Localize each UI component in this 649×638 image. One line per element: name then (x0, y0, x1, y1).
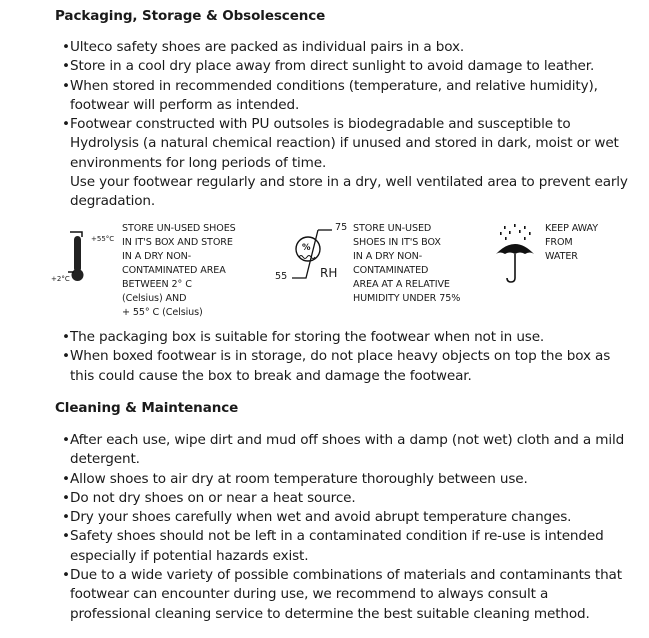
percent-label: % (302, 243, 311, 253)
list-item: • Do not dry shoes on or near a heat source. (62, 489, 632, 508)
list-item: • Footwear constructed with PU outsoles is biodegradable and susceptible to Hydrolysis (a natural chemical reaction) if unused and stored in dark, moist or wet environments for long periods of time. (62, 115, 632, 173)
list-item: • Safety shoes should not be left in a contaminated condition if re-use is intended especially if potential hazards exist. (62, 527, 632, 566)
max-humidity-label: 75 (335, 222, 348, 233)
list-item: • After each use, wipe dirt and mud off shoes with a damp (not wet) cloth and a mild detergent. (62, 431, 632, 470)
list-item: • Store in a cool dry place away from direct sunlight to avoid damage to leather. (62, 57, 632, 76)
min-humidity-label: 55 (275, 271, 288, 282)
cleaning-list (62, 431, 632, 624)
list-item: • When boxed footwear is in storage, do not place heavy objects on top the box as this could cause the box to break and damage the footwear. (62, 347, 632, 386)
rh-label: RH (320, 266, 338, 280)
list-item: • When stored in recommended conditions (temperature, and relative humidity), footwear will perform as intended. (62, 77, 632, 116)
list-item: • Dry your shoes carefully when wet and avoid abrupt temperature changes. (62, 508, 632, 527)
packaging-list (62, 38, 632, 212)
water-instructions: KEEP AWAY FROM WATER (545, 223, 599, 262)
list-item: • The packaging box is suitable for storing the footwear when not in use. (62, 328, 632, 347)
humidity-instructions: STORE UN-USED SHOES IN IT'S BOX IN A DRY NON- CONTAMINATED AREA AT A RELATIVE HUMIDITY UNDER 75% (353, 223, 461, 304)
thermometer-icon (68, 228, 92, 286)
list-item: • Ulteco safety shoes are packed as individual pairs in a box. (62, 38, 632, 57)
umbrella-icon (494, 224, 538, 284)
list-item-continuation: Use your footwear regularly and store in a dry, well ventilated area to prevent early degradation. (70, 174, 628, 210)
section-heading-packaging: Packaging, Storage & Obsolescence (55, 8, 326, 24)
max-temperature-label: +55°C (91, 235, 115, 243)
section-heading-cleaning: Cleaning & Maintenance (55, 400, 239, 416)
list-item: • Due to a wide variety of possible combinations of materials and contaminants that footwear can encounter during use, we recommend to always consult a professional cleaning service to determine the best suitable cleaning method. (62, 566, 632, 624)
list-item: • Allow shoes to air dry at room temperature thoroughly between use. (62, 470, 632, 489)
temperature-instructions: STORE UN-USED SHOES IN IT'S BOX AND STORE IN A DRY NON- CONTAMINATED AREA BETWEEN 2° C (Celsius) AND + 55° C (Celsius) (122, 223, 236, 318)
packaging-list-continued (62, 328, 632, 386)
min-temperature-label: +2°C (51, 275, 70, 283)
